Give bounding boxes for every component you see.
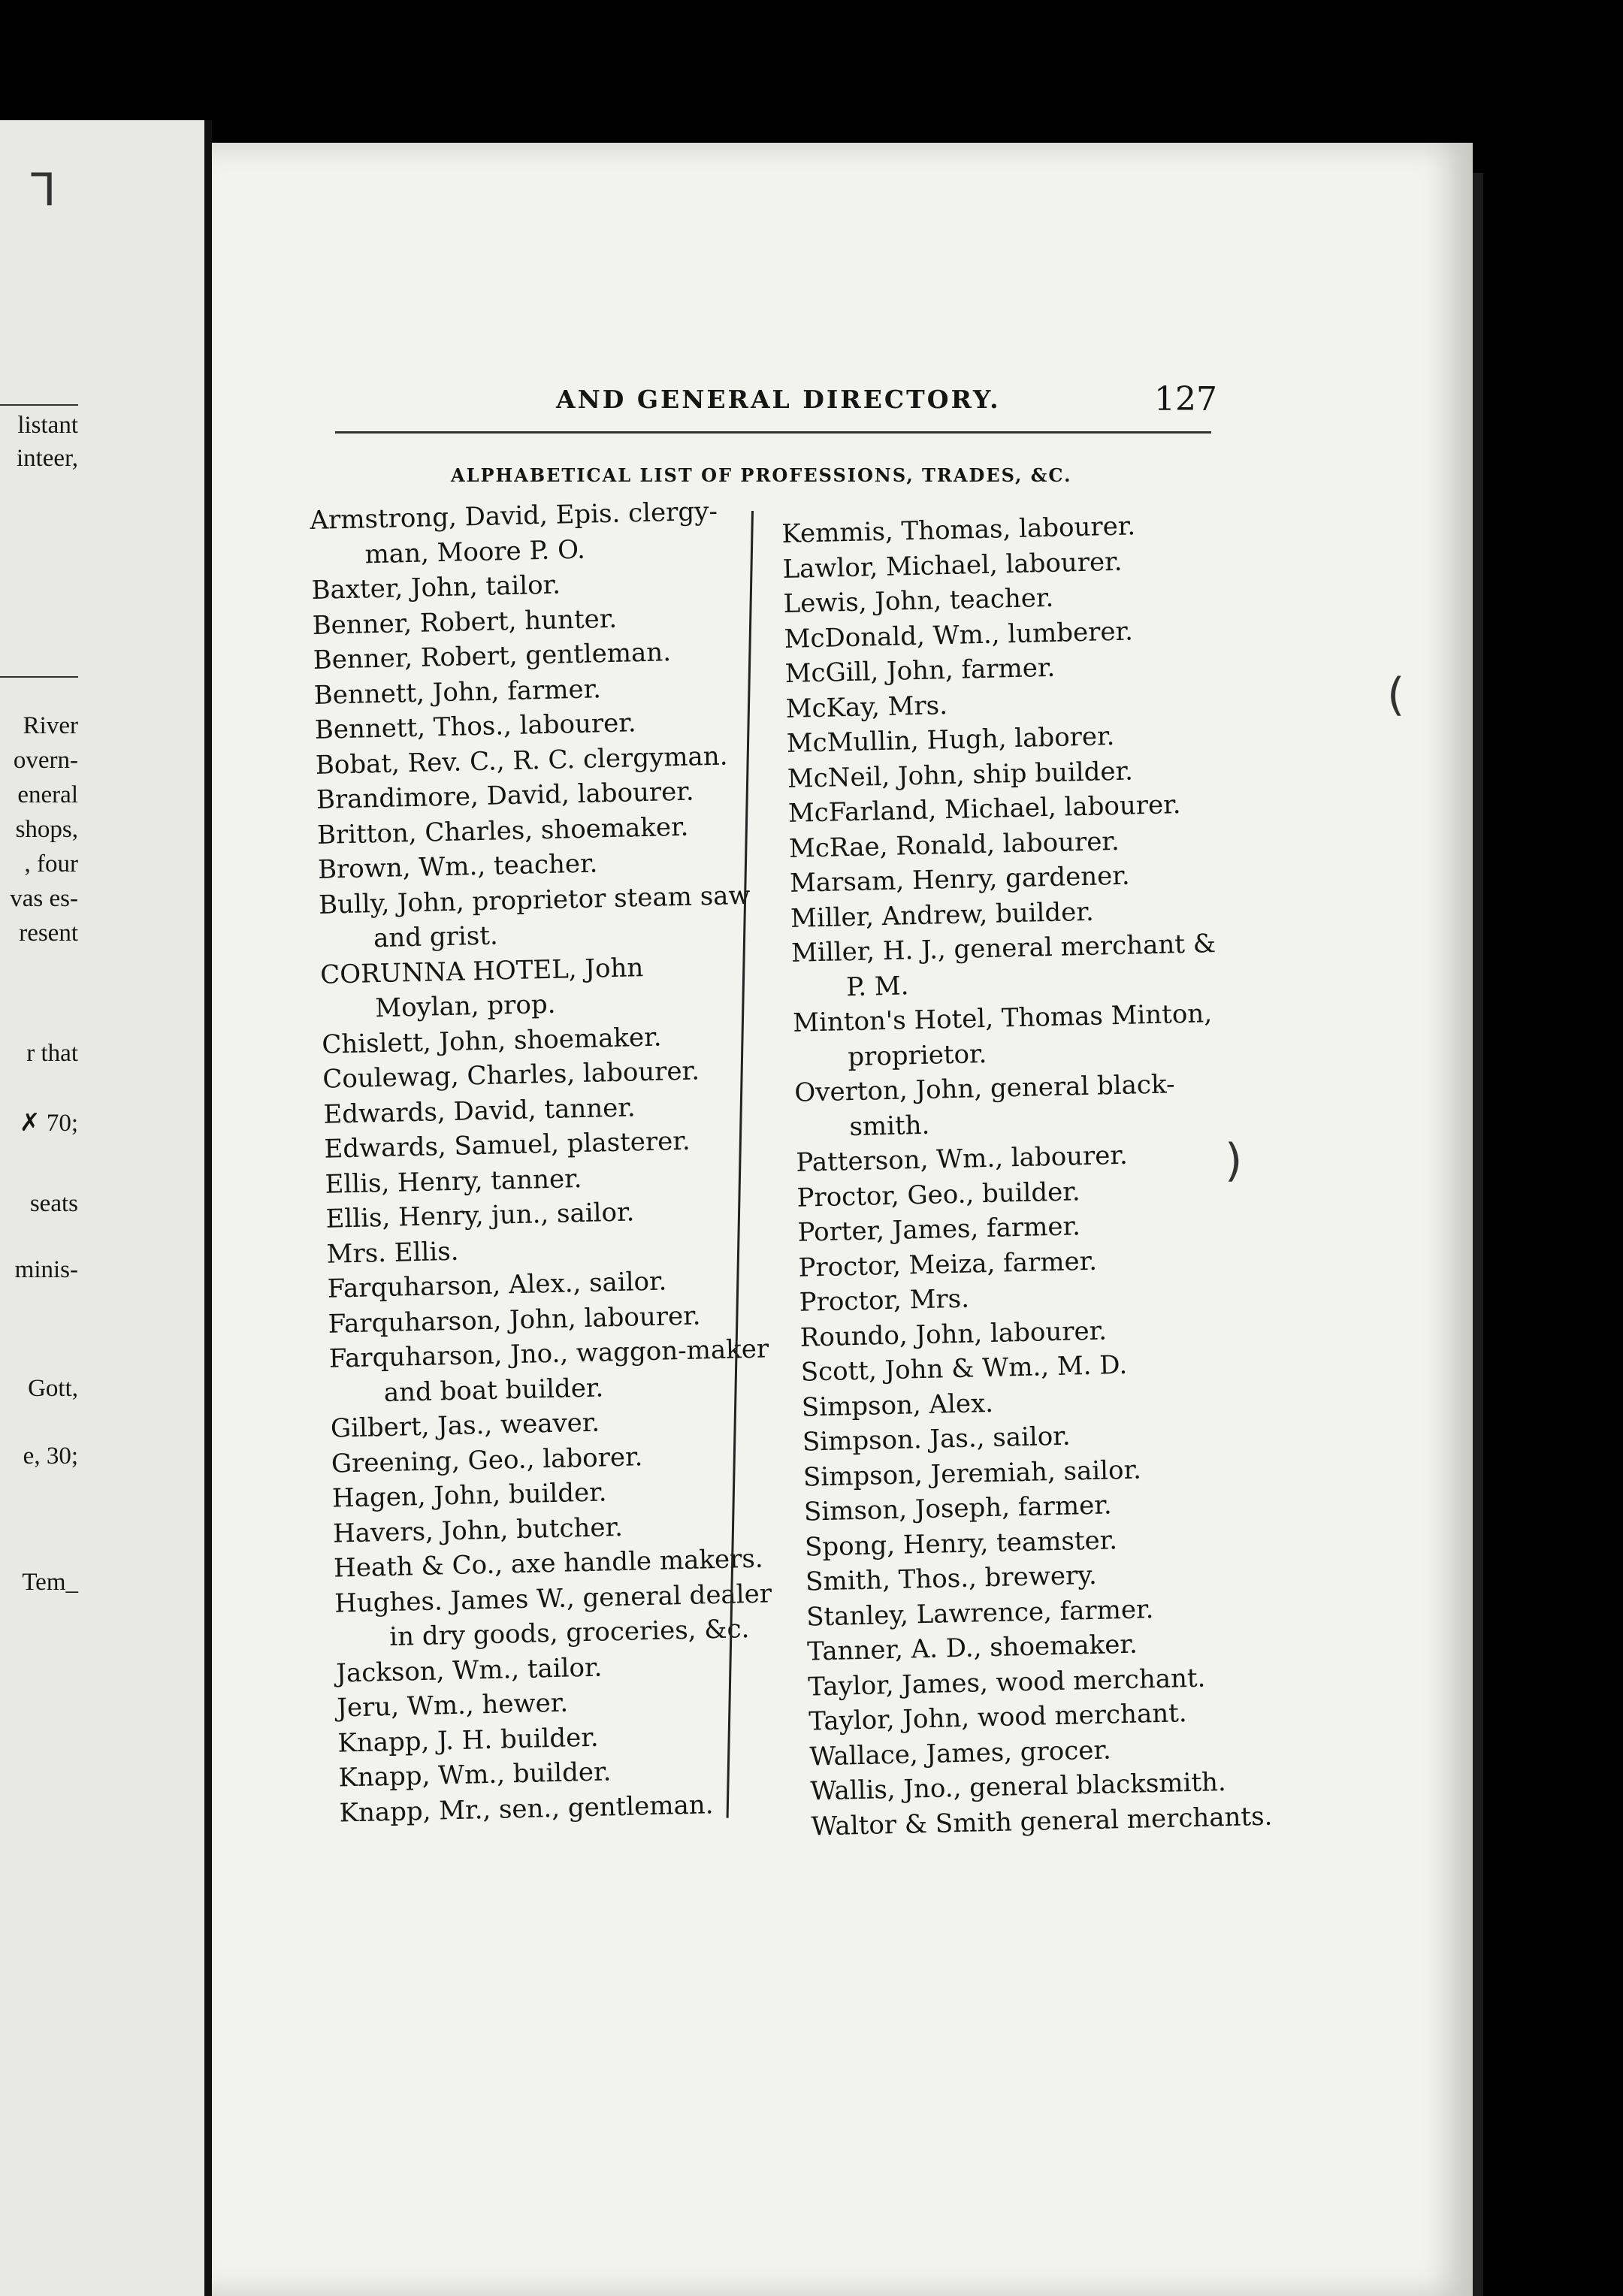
directory-entry: Taylor, John, wood merchant. — [808, 1698, 1188, 1737]
directory-entry: Minton's Hotel, Thomas Minton, — [792, 998, 1213, 1038]
directory-entry: Havers, John, butcher. — [332, 1512, 624, 1549]
right-column-entries — [781, 507, 1273, 1844]
directory-entry: Wallace, James, grocer. — [808, 1734, 1112, 1772]
left-page-rule — [0, 676, 78, 678]
left-page-fragment: inteer, — [16, 445, 78, 472]
left-page-fragment: r that — [26, 1040, 78, 1067]
directory-entry-continuation: and boat builder. — [383, 1372, 604, 1408]
directory-entry: Brown, Wm., teacher. — [317, 848, 598, 885]
directory-entry: Gilbert, Jas., weaver. — [330, 1407, 600, 1444]
directory-entry: Wallis, Jno., general blacksmith. — [810, 1767, 1227, 1807]
directory-entry-continuation: proprietor. — [847, 1038, 987, 1072]
page-gutter — [204, 120, 212, 2296]
header-rule — [335, 431, 1211, 434]
left-page-rule — [0, 404, 78, 406]
directory-entry-continuation: and grist. — [373, 920, 499, 954]
directory-entry: Smith, Thos., brewery. — [805, 1560, 1098, 1597]
directory-entry: Knapp, Wm., builder. — [338, 1757, 612, 1793]
pencil-mark-icon: ( — [1387, 669, 1405, 721]
directory-entry: Britton, Charles, shoemaker. — [316, 811, 689, 850]
directory-entry: Lawlor, Michael, labourer. — [782, 546, 1123, 585]
directory-entry: Jeru, Wm., hewer. — [336, 1687, 569, 1724]
header-title: AND GENERAL DIRECTORY. — [556, 385, 1001, 414]
directory-entry: McGill, John, farmer. — [784, 652, 1056, 689]
directory-entry: Edwards, David, tanner. — [323, 1092, 636, 1130]
directory-entry: Waltor & Smith general merchants. — [811, 1801, 1273, 1842]
directory-entry: Bobat, Rev. C., R. C. clergyman. — [315, 740, 728, 781]
left-page-fragment: overn- — [13, 747, 78, 774]
directory-entry: Farquharson, Jno., waggon-maker — [328, 1334, 769, 1374]
directory-entry: Kemmis, Thomas, labourer. — [781, 511, 1136, 549]
directory-entry: Simpson. Jas., sailor. — [802, 1421, 1071, 1458]
directory-entry: Scott, John & Wm., M. D. — [800, 1349, 1128, 1388]
directory-entry: Proctor, Meiza, farmer. — [798, 1246, 1098, 1283]
directory-entry: Knapp, Mr., sen., gentleman. — [339, 1789, 714, 1829]
directory-entry: Overton, John, general black- — [793, 1069, 1175, 1108]
directory-entry: CORUNNA HOTEL, John — [319, 952, 644, 990]
directory-entry: Jackson, Wm., tailor. — [335, 1652, 603, 1689]
pencil-mark-icon: ) — [1225, 1134, 1243, 1187]
directory-entry: Stanley, Lawrence, farmer. — [805, 1594, 1154, 1633]
directory-entry-continuation: smith. — [848, 1110, 930, 1142]
directory-entry: McMullin, Hugh, laborer. — [786, 721, 1115, 759]
directory-entry: Simpson, Jeremiah, sailor. — [802, 1454, 1142, 1493]
left-page-fragment: e, 30; — [23, 1443, 78, 1470]
page-number: 127 — [1154, 380, 1217, 418]
directory-entry: Farquharson, Alex., sailor. — [327, 1266, 667, 1304]
directory-entry: Hagen, John, builder. — [331, 1477, 607, 1514]
directory-entry: McDonald, Wm., lumberer. — [784, 615, 1134, 654]
directory-entry: Benner, Robert, hunter. — [312, 603, 618, 641]
directory-entry: Baxter, John, tailor. — [311, 569, 561, 606]
directory-entry: Edwards, Samuel, plasterer. — [324, 1125, 691, 1165]
directory-entry: Marsam, Henry, gardener. — [789, 860, 1131, 899]
directory-entry: Bennett, John, farmer. — [313, 673, 602, 711]
section-subtitle: ALPHABETICAL LIST OF PROFESSIONS, TRADES, &C. — [451, 464, 1072, 486]
left-page-fragment: , four — [24, 850, 78, 878]
directory-entry: Chislett, John, shoemaker. — [321, 1022, 662, 1060]
directory-entry: Spong, Henry, teamster. — [804, 1524, 1118, 1563]
directory-entry: Lewis, John, teacher. — [783, 582, 1054, 619]
left-page-fragment: resent — [19, 920, 78, 947]
directory-entry: Bully, John, proprietor steam saw — [318, 880, 751, 920]
left-page-fragment: River — [23, 712, 78, 739]
page-edge — [1473, 173, 1483, 2296]
directory-entry: Miller, Andrew, builder. — [790, 896, 1095, 934]
left-page-fragment: vas es- — [10, 885, 78, 912]
directory-entry: Benner, Robert, gentleman. — [313, 637, 672, 675]
directory-entry: Brandimore, David, labourer. — [316, 776, 695, 815]
directory-entry: Hughes. James W., general dealer — [334, 1578, 772, 1619]
left-page-fragment: seats — [29, 1190, 78, 1217]
directory-entry-continuation: P. M. — [845, 970, 909, 1002]
directory-entry: Heath & Co., axe handle makers. — [333, 1543, 764, 1584]
directory-entry: McNeil, John, ship builder. — [787, 755, 1134, 794]
directory-entry: Simson, Joseph, farmer. — [803, 1490, 1112, 1527]
directory-entry-continuation: man, Moore P. O. — [364, 534, 586, 569]
directory-entry: Miller, H. J., general merchant & — [790, 929, 1216, 968]
directory-entry: Greening, Geo., laborer. — [331, 1441, 643, 1479]
directory-entry: Patterson, Wm., labourer. — [796, 1140, 1129, 1178]
left-page-fragment: minis- — [14, 1256, 78, 1283]
left-column-entries — [310, 494, 783, 1831]
directory-entry: Mrs. Ellis. — [326, 1236, 459, 1270]
left-page-fragment: ✗ 70; — [19, 1110, 78, 1137]
directory-entry-continuation: in dry goods, groceries, &c. — [388, 1614, 750, 1652]
directory-entry: Ellis, Henry, tanner. — [325, 1163, 582, 1200]
left-page-fragment: Tem_ — [22, 1569, 78, 1596]
directory-entry: McRae, Ronald, labourer. — [788, 826, 1120, 864]
running-header — [556, 380, 1217, 430]
directory-entry: Coulewag, Charles, labourer. — [322, 1056, 700, 1095]
pencil-mark-icon: ᒣ — [29, 164, 56, 216]
directory-entry-continuation: Moylan, prop. — [374, 989, 556, 1024]
directory-entry: Proctor, Mrs. — [799, 1283, 970, 1318]
directory-entry: Roundo, John, labourer. — [799, 1315, 1108, 1353]
left-page-fragment: eneral — [17, 781, 78, 808]
directory-entry: McFarland, Michael, labourer. — [787, 790, 1181, 829]
previous-page-strip — [0, 120, 204, 2296]
left-page-fragment: Gott, — [28, 1375, 78, 1402]
directory-entry: Knapp, J. H. builder. — [337, 1722, 600, 1759]
directory-entry: Porter, James, farmer. — [797, 1211, 1081, 1248]
directory-entry: Armstrong, David, Epis. clergy- — [310, 496, 718, 536]
left-page-fragment: shops, — [15, 816, 78, 843]
directory-entry: Tanner, A. D., shoemaker. — [806, 1629, 1138, 1667]
left-page-fragment: listant — [17, 412, 78, 439]
directory-entry: Ellis, Henry, jun., sailor. — [325, 1197, 635, 1234]
directory-entry: Simpson, Alex. — [801, 1388, 994, 1423]
directory-entry: Proctor, Geo., builder. — [796, 1176, 1081, 1213]
directory-entry: Taylor, James, wood merchant. — [807, 1663, 1206, 1702]
directory-entry: McKay, Mrs. — [785, 690, 948, 724]
directory-entry: Farquharson, John, labourer. — [328, 1300, 701, 1340]
directory-entry: Bennett, Thos., labourer. — [314, 708, 637, 745]
